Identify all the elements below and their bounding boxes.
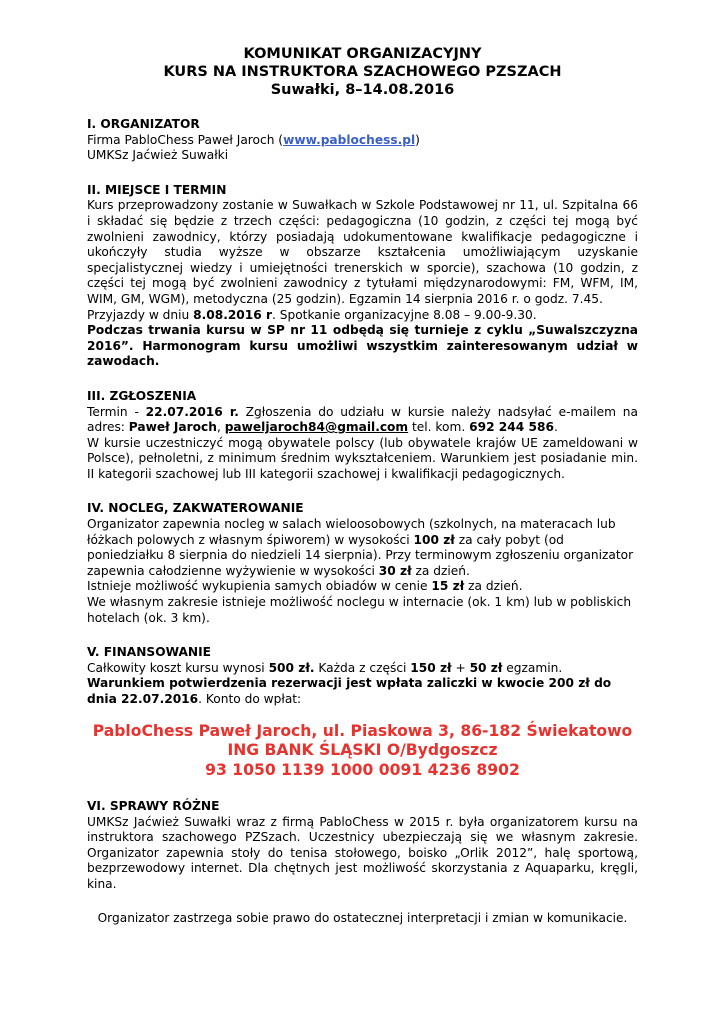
lodging-line [87, 533, 638, 549]
participant-requirements: W kursie uczestniczyć mogą obywatele polscy (lub obywatele krajów UE zameldowani w Polsce), pełnoletni, z minimum średnim wykształceniem. Warunkiem jest posiadanie min. II kategorii szachowej lub III kategorii szachowej i kwalifikacji pedagogicznych. [87, 435, 638, 481]
phone-label: tel. kom. [408, 420, 470, 435]
application-text: Zgłoszenia do udziału w kursie należy nadsyłać e-mailem na adres: [87, 404, 639, 435]
contact-name: Paweł Jaroch [128, 420, 217, 435]
lunch-text: za dzień. [464, 579, 523, 594]
phone-end: . [553, 420, 558, 435]
section-heading: V. FINANSOWANIE [87, 645, 211, 660]
section-finance [87, 645, 638, 707]
food-text: zapewnia całodzienne wyżywienie w wysokości [87, 563, 379, 578]
section-organizer [87, 117, 638, 164]
section-heading: VI. SPRAWY RÓŻNE [87, 799, 220, 814]
arrival-info [87, 308, 638, 324]
header-subtitle: KURS NA INSTRUKTORA SZACHOWEGO PZSZACH [163, 64, 562, 80]
bank-account-number: 93 1050 1139 1000 0091 4236 8902 [205, 760, 520, 779]
document-page [87, 45, 638, 926]
arrival-date: 8.08.2016 r [193, 307, 272, 322]
section-heading: II. MIEJSCE I TERMIN [87, 182, 227, 197]
lodging-text: za cały pobyt (od [454, 532, 564, 547]
section-lodging [87, 501, 638, 626]
document-header [87, 45, 638, 99]
cost-line [87, 661, 638, 677]
lodging-line: poniedziałku 8 sierpnia do niedzieli 14 sierpnia). Przy terminowym zgłoszeniu organizator [87, 548, 634, 563]
lodging-text: łóżkach polowych z własnym śpiworem) w wysokości [87, 532, 414, 547]
application-info [87, 405, 638, 436]
lodging-line [87, 579, 638, 595]
section-place [87, 183, 638, 370]
food-text: za dzień. [411, 563, 470, 578]
cost-text: Całkowity koszt kursu wynosi [87, 660, 269, 675]
lunch-price: 15 zł [431, 579, 465, 594]
bank-recipient: PabloChess Paweł Jaroch, ul. Piaskowa 3, 86-182 Świekatowo [92, 721, 633, 740]
bank-details [87, 722, 638, 781]
cost-text: + [451, 660, 470, 675]
website-link[interactable]: www.pablochess.pl [283, 132, 416, 147]
lodging-price: 100 zł [413, 532, 455, 547]
cost-text: egzamin. [502, 660, 563, 675]
deadline-label: Termin - [87, 404, 146, 419]
deadline-date: 22.07.2016 r. [145, 404, 239, 419]
deposit-line: Warunkiem potwierdzenia rezerwacji jest wpłata zaliczki w kwocie 200 zł do [87, 676, 612, 691]
account-label: . Konto do wpłat: [198, 692, 302, 706]
arrival-text: Przyjazdy w dniu [87, 307, 194, 322]
meeting-info: . Spotkanie organizacyjne 8.08 – 9.00-9.30. [272, 307, 537, 322]
section-misc [87, 799, 638, 893]
tournament-note: Podczas trwania kursu w SP nr 11 odbędą się turnieje z cyklu „Suwalszczyzna 2016”. Harmonogram kursu umożliwi wszystkim zainteresowanym udział w zawodach. [87, 323, 638, 369]
cost-text: Każda z części [314, 660, 411, 675]
misc-description: UMKSz Jaćwież Suwałki wraz z firmą PabloChess w 2015 r. była organizatorem kursu na instruktora szachowego PZSzach. Uczestnicy ubezpieczają się we własnym zakresie. Organizator zapewnia stoły do tenisa stołowego, boisko „Orlik 2012”, halę sportową, bezprzewodowy internet. Dla chętnych jest możliwość skorzystania z Aquaparku, kręgli, kina. [87, 814, 638, 892]
organizer-firm-close: ) [415, 132, 420, 147]
section-heading: III. ZGŁOSZENIA [87, 388, 197, 403]
organizer-partner: UMKSz Jaćwież Suwałki [87, 148, 229, 163]
section-heading: IV. NOCLEG, ZAKWATEROWANIE [87, 501, 304, 516]
lodging-line [87, 564, 638, 580]
organizer-firm-text: Firma PabloChess Paweł Jaroch ( [87, 132, 284, 147]
cost-part: 150 zł [410, 660, 452, 675]
cost-total: 500 zł. [268, 660, 315, 675]
lunch-text: Istnieje możliwość wykupienia samych obiadów w cenie [87, 579, 432, 594]
cost-exam: 50 zł [469, 660, 503, 675]
section-applications [87, 389, 638, 483]
closing-note: Organizator zastrzega sobie prawo do ostatecznej interpretacji i zmian w komunikacie. [97, 910, 628, 925]
bank-name: ING BANK ŚLĄSKI O/Bydgoszcz [227, 741, 498, 760]
lodging-line: We własnym zakresie istnieje możliwość noclegu w internacie (ok. 1 km) lub w pobliskich [87, 595, 632, 610]
lodging-line: Organizator zapewnia nocleg w salach wieloosobowych (szkolnych, na materacach lub [87, 517, 616, 532]
section-heading: I. ORGANIZATOR [87, 117, 200, 131]
organizer-firm [87, 133, 638, 149]
header-title: KOMUNIKAT ORGANIZACYJNY [243, 46, 482, 62]
lodging-line: hotelach (ok. 3 km). [87, 610, 210, 625]
deposit-date: dnia 22.07.2016 [87, 692, 199, 706]
email-link[interactable]: paweljaroch84@gmail.com [224, 420, 409, 435]
phone-number: 692 244 586 [469, 420, 554, 435]
contact-separator: , [216, 420, 225, 435]
place-description: Kurs przeprowadzony zostanie w Suwałkach w Szkole Podstawowej nr 11, ul. Szpitalna 66 i składać się będzie z trzech części: pedagogiczna (10 godzin, z części tej mogą być zwolnieni zawodnicy, którzy posiadają udokumentowane kwalifikacje pedagogiczne i ukończyły studia wyższe w obszarze kształcenia umożliwiającym uzyskanie specjalistycznej wiedzy i umiejętności trenerskich w sporcie), szachowa (10 godzin, z części tej mogą być zwolnieni zawodnicy z tytułami międzynarodowymi: FM, WFM, IM, WIM, GM, WGM), metodyczna (25 godzin). Egzamin 14 sierpnia 2016 r. o godz. 7.45. [87, 198, 638, 306]
header-place-date: Suwałki, 8–14.08.2016 [270, 82, 455, 98]
food-price: 30 zł [378, 563, 412, 578]
deposit-line [87, 692, 638, 708]
